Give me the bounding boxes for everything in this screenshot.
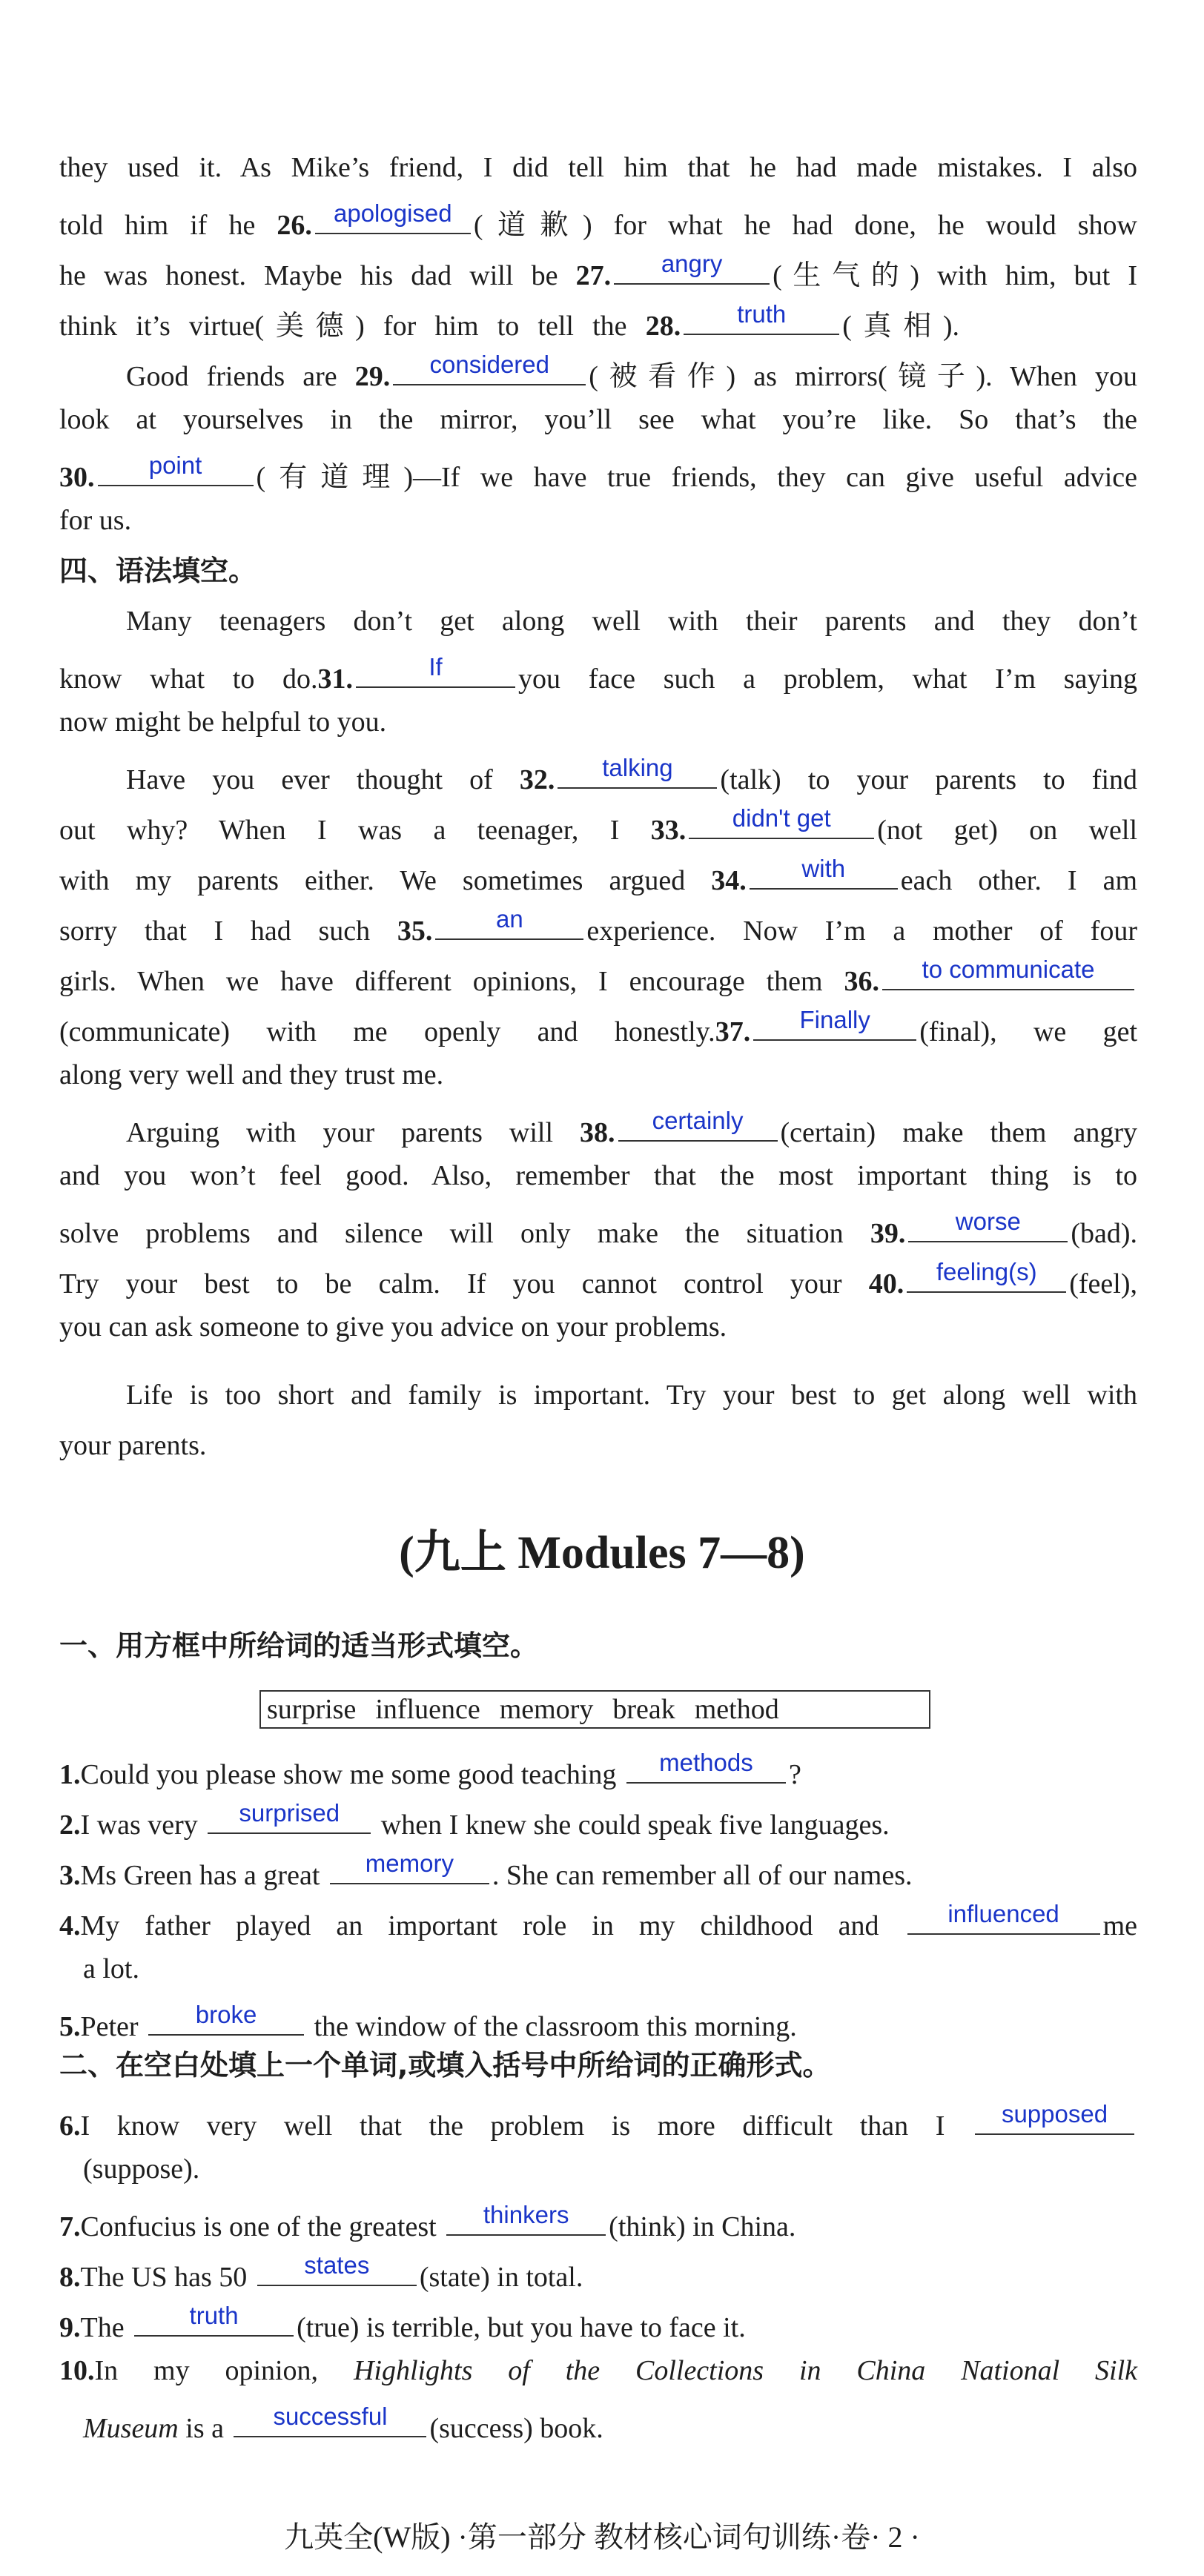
question-10 (59, 2353, 1137, 2388)
text: think it’s virtue(美德) for him to tell the (59, 311, 627, 342)
answer-blank[interactable] (908, 1208, 1068, 1242)
answer-blank[interactable] (148, 2001, 304, 2036)
answer-blank[interactable] (446, 2202, 606, 2236)
passage-line (59, 200, 1137, 243)
question-number: 37. (715, 1016, 751, 1047)
passage-line (59, 654, 1137, 697)
question-6-cont (83, 2151, 1137, 2187)
text: me (1102, 1910, 1137, 1941)
passage-line (126, 351, 1137, 394)
passage-line (59, 1208, 1137, 1251)
question-4-cont (83, 1951, 1137, 1987)
text: Ms Green has a great (80, 1860, 320, 1891)
answer-36: to communicate (922, 956, 1095, 983)
answer-blank[interactable] (753, 1007, 916, 1041)
text: My father played an important role in my childhood and (80, 1910, 879, 1941)
text: and you won’t feel good. Also, remember that the most important thing is to (59, 1160, 1137, 1191)
question-5 (59, 2001, 1137, 2044)
word-option: surprise (267, 1694, 357, 1725)
answer-26: apologised (333, 199, 452, 227)
answer-blank[interactable] (435, 906, 583, 940)
word-option: memory (499, 1694, 594, 1725)
answer-blank[interactable] (907, 1901, 1100, 1935)
question-8 (59, 2252, 1137, 2295)
answer-blank[interactable] (614, 251, 770, 285)
question-9 (59, 2302, 1137, 2345)
book-title: Highlights of the Collections in China National Silk (353, 2355, 1138, 2386)
passage-line (59, 956, 1137, 999)
answer-blank[interactable] (234, 2403, 426, 2437)
question-number: 8. (59, 2262, 81, 2293)
passage-line (59, 251, 1137, 294)
text: for us. (59, 505, 132, 536)
text: I was very (80, 1810, 198, 1841)
question-number: 7. (59, 2211, 81, 2242)
answer-38: certainly (652, 1107, 744, 1134)
word-option: method (694, 1694, 779, 1725)
text: Peter (80, 2011, 139, 2042)
answer-blank[interactable] (257, 2252, 417, 2286)
question-10-cont (83, 2403, 1137, 2446)
answer-31: If (429, 653, 443, 681)
question-number: 35. (397, 915, 433, 947)
question-7 (59, 2202, 1137, 2245)
passage-line (59, 1057, 1137, 1093)
text: (state) in total. (419, 2262, 583, 2293)
text: (true) is terrible, but you have to face it. (297, 2312, 746, 2343)
passage-line (126, 1107, 1137, 1150)
module-title: (九上 Modules 7—8) (399, 1528, 805, 1578)
answer-30: point (148, 451, 202, 479)
text: when I knew she could speak five languages. (380, 1810, 890, 1841)
passage-line (59, 402, 1137, 437)
page-footer: 九英全(W版) ·第一部分 教材核心词句训练·卷· 2 · (284, 2520, 920, 2554)
text: (final), we get (919, 1016, 1138, 1047)
answer-34: with (801, 855, 846, 882)
answer-3: memory (365, 1850, 454, 1877)
text: your parents. (59, 1430, 207, 1461)
answer-blank[interactable] (684, 301, 839, 335)
passage-line (59, 503, 1137, 538)
question-number: 1. (59, 1759, 81, 1790)
section-heading: 四、语法填空。 (59, 554, 257, 587)
answer-blank[interactable] (618, 1107, 778, 1142)
answer-blank[interactable] (134, 2302, 294, 2337)
text: (道歉) for what he had done, he would show (473, 210, 1137, 241)
text: (被看作) as mirrors(镜子). When you (589, 361, 1137, 392)
text: look at yourselves in the mirror, you’ll see what you’re like. So that’s the (59, 404, 1137, 435)
text: you can ask someone to give you advice on your problems. (59, 1311, 727, 1342)
text: out why? When I was a teenager, I (59, 815, 620, 846)
section-heading: 二、在空白处填上一个单词,或填入括号中所给词的正确形式。 (59, 2049, 831, 2082)
text: Could you please show me some good teaching (80, 1759, 617, 1790)
text: Try your best to be calm. If you cannot control your (59, 1268, 842, 1299)
passage-line (59, 1259, 1137, 1302)
question-number: 40. (868, 1268, 904, 1299)
question-number: 9. (59, 2312, 81, 2343)
text: (有道理)—If we have true friends, they can give useful advice (256, 462, 1137, 493)
passage-line (59, 855, 1137, 898)
text: ? (788, 1759, 801, 1790)
question-number: 10. (59, 2355, 95, 2386)
question-number: 39. (870, 1218, 906, 1249)
text: Good friends are (126, 361, 337, 392)
text: the window of the classroom this morning. (314, 2011, 797, 2042)
answer-blank[interactable] (330, 1850, 489, 1884)
word-box (259, 1690, 930, 1729)
passage-line (59, 150, 1137, 185)
passage-line (59, 906, 1137, 949)
question-number: 27. (575, 260, 612, 291)
answer-27: angry (661, 250, 723, 277)
question-6 (59, 2101, 1137, 2144)
passage-line (59, 1428, 1137, 1463)
text: he was honest. Maybe his dad will be (59, 260, 558, 291)
question-number: 28. (645, 311, 681, 342)
question-1 (59, 1749, 1137, 1792)
answer-29: considered (429, 351, 549, 378)
question-number: 29. (354, 361, 391, 392)
passage-line (59, 1007, 1137, 1050)
section-heading: 一、用方框中所给词的适当形式填空。 (59, 1629, 539, 1662)
answer-32: talking (602, 754, 673, 781)
text: . She can remember all of our names. (492, 1860, 913, 1891)
text: (suppose). (83, 2153, 200, 2185)
answer-blank[interactable] (356, 654, 515, 688)
passage-line (59, 805, 1137, 848)
question-number: 4. (59, 1910, 81, 1941)
answer-blank[interactable] (393, 351, 586, 385)
answer-blank[interactable] (315, 200, 471, 234)
answer-blank[interactable] (882, 956, 1134, 990)
passage-line (126, 1377, 1137, 1413)
question-number: 38. (580, 1117, 615, 1148)
answer-blank[interactable] (98, 452, 254, 486)
question-number: 3. (59, 1860, 81, 1891)
answer-10: successful (273, 2403, 388, 2430)
text: Confucius is one of the greatest (80, 2211, 437, 2242)
answer-blank[interactable] (626, 1749, 786, 1784)
text: know what to do. (59, 663, 318, 695)
text: solve problems and silence will only make the situation (59, 1218, 844, 1249)
answer-28: truth (737, 300, 787, 328)
answer-7: thinkers (483, 2201, 569, 2228)
text: you face such a problem, what I’m saying (518, 663, 1137, 695)
text: (communicate) with me openly and honestly. (59, 1016, 715, 1047)
text: Many teenagers don’t get along well with their parents and they don’t (126, 606, 1137, 637)
text: (not get) on well (877, 815, 1138, 846)
passage-line (59, 452, 1137, 495)
answer-1: methods (659, 1749, 753, 1776)
question-number: 6. (59, 2110, 81, 2142)
answer-37: Finally (799, 1006, 870, 1033)
text: sorry that I had such (59, 915, 371, 947)
passage-line (59, 1309, 1137, 1345)
answer-blank[interactable] (558, 755, 717, 789)
question-3 (59, 1850, 1137, 1893)
text: is a (185, 2413, 224, 2444)
text: each other. I am (900, 865, 1138, 896)
answer-blank[interactable] (907, 1259, 1066, 1293)
question-number: 33. (650, 815, 687, 846)
answer-9: truth (189, 2302, 239, 2329)
passage-line (59, 1158, 1137, 1193)
question-number: 36. (844, 966, 879, 997)
text: (真相). (842, 311, 960, 342)
answer-40: feeling(s) (936, 1258, 1037, 1285)
question-number: 5. (59, 2011, 81, 2042)
word-option: break (612, 1694, 675, 1725)
answer-39: worse (955, 1208, 1021, 1235)
question-number: 2. (59, 1810, 81, 1841)
text: experience. Now I’m a mother of four (586, 915, 1137, 947)
word-option: influence (375, 1694, 480, 1725)
answer-5: broke (195, 2001, 257, 2028)
book-title: Museum (83, 2413, 179, 2444)
answer-blank[interactable] (689, 805, 874, 839)
text: now might be helpful to you. (59, 706, 387, 738)
question-number: 30. (59, 462, 95, 493)
answer-blank[interactable] (750, 855, 898, 890)
answer-8: states (304, 2251, 370, 2279)
text: (success) book. (429, 2413, 603, 2444)
question-number: 34. (711, 865, 747, 896)
passage-line (59, 301, 1137, 344)
text: a lot. (83, 1953, 139, 1984)
answer-blank[interactable] (975, 2101, 1134, 2135)
text: they used it. As Mike’s friend, I did tell him that he had made mistakes. I also (59, 152, 1137, 183)
text: The US has 50 (80, 2262, 248, 2293)
passage-line (126, 755, 1137, 798)
text: Life is too short and family is important. Try your best to get along well with (126, 1380, 1137, 1411)
text: I know very well that the problem is more difficult than I (80, 2110, 945, 2142)
text: (talk) to your parents to find (720, 764, 1137, 795)
question-4 (59, 1901, 1137, 1944)
question-number: 31. (317, 663, 354, 695)
passage-line (59, 704, 1137, 740)
text: told him if he (59, 210, 256, 241)
question-number: 26. (277, 210, 312, 241)
text: girls. When we have different opinions, I encourage them (59, 966, 823, 997)
answer-33: didn't get (732, 804, 831, 832)
question-2 (59, 1800, 1137, 1843)
text: The (80, 2312, 125, 2343)
text: Arguing with your parents will (126, 1117, 554, 1148)
answer-4: influenced (947, 1900, 1059, 1927)
text: (certain) make them angry (780, 1117, 1137, 1148)
text: (bad). (1071, 1218, 1137, 1249)
text: (生气的) with him, but I (773, 260, 1138, 291)
text: (feel), (1069, 1268, 1137, 1299)
text: In my opinion, (94, 2355, 319, 2386)
answer-35: an (496, 905, 523, 933)
text: (think) in China. (609, 2211, 796, 2242)
answer-blank[interactable] (208, 1800, 371, 1834)
text: along very well and they trust me. (59, 1059, 444, 1090)
question-number: 32. (519, 764, 555, 795)
text: Have you ever thought of (126, 764, 493, 795)
answer-6: supposed (1001, 2100, 1108, 2128)
text: with my parents either. We sometimes argued (59, 865, 686, 896)
passage-line (126, 603, 1137, 639)
answer-2: surprised (239, 1799, 340, 1827)
